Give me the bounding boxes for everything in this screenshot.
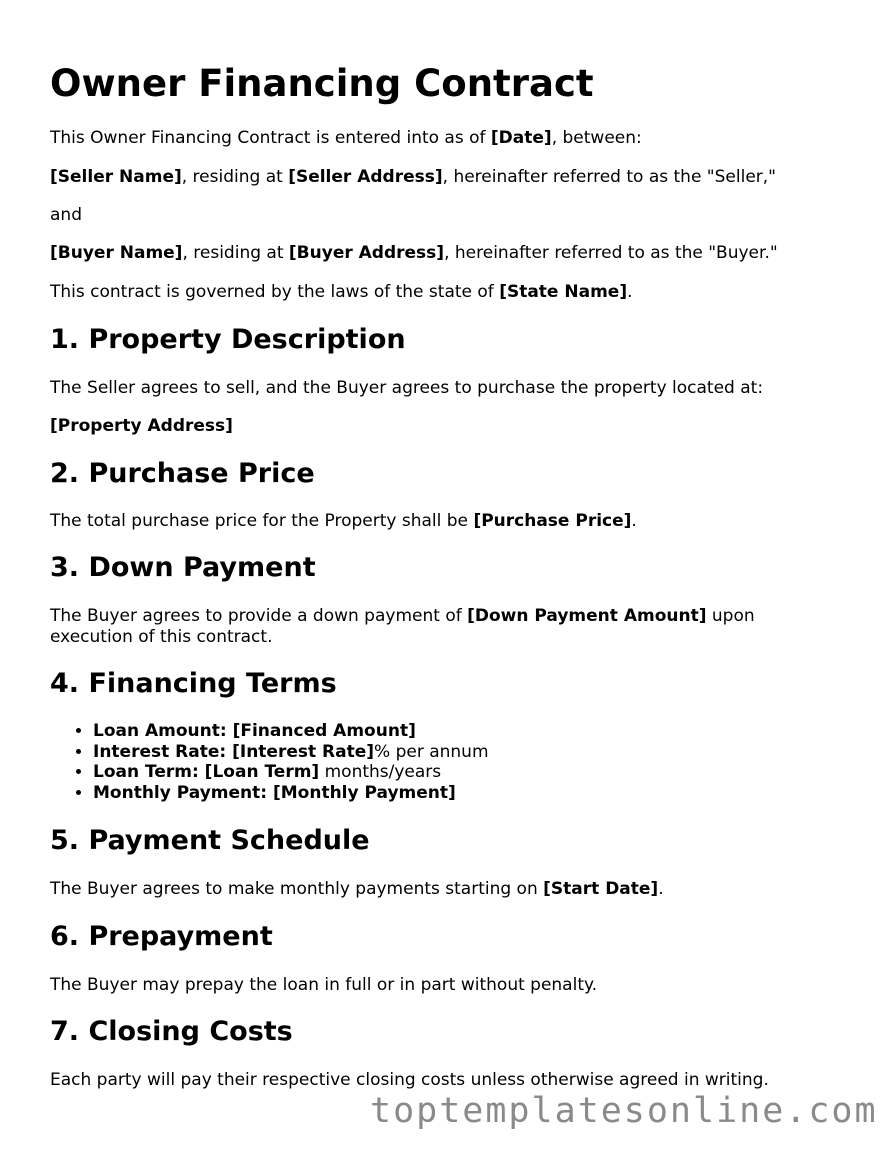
section-heading-purchase-price: 2. Purchase Price xyxy=(50,458,315,489)
site-watermark: toptemplatesonline.com xyxy=(370,1091,878,1131)
prepayment-text: The Buyer may prepay the loan in full or in part without penalty. xyxy=(50,975,598,995)
and-text: and xyxy=(50,205,82,225)
seller-name-placeholder: [Seller Name] xyxy=(50,167,182,187)
governing-law-paragraph: This contract is governed by the laws of the state of [State Name]. xyxy=(50,282,633,302)
financing-term-item: • Loan Term: [Loan Term] months/years xyxy=(93,762,489,783)
financing-term-item: • Monthly Payment: [Monthly Payment] xyxy=(93,783,489,804)
section-heading-closing-costs: 7. Closing Costs xyxy=(50,1016,293,1047)
section-heading-property-description: 1. Property Description xyxy=(50,324,406,355)
section-heading-financing-terms: 4. Financing Terms xyxy=(50,668,337,699)
buyer-name-placeholder: [Buyer Name] xyxy=(50,243,183,263)
closing-costs-text: Each party will pay their respective closing costs unless otherwise agreed in writing. xyxy=(50,1070,769,1090)
property-address-placeholder: [Property Address] xyxy=(50,416,233,436)
intro-paragraph: This Owner Financing Contract is entered into as of [Date], between: xyxy=(50,128,642,148)
buyer-address-placeholder: [Buyer Address] xyxy=(288,243,445,263)
section-heading-payment-schedule: 5. Payment Schedule xyxy=(50,825,370,856)
purchase-price-text: The total purchase price for the Property shall be [Purchase Price]. xyxy=(50,511,637,531)
property-description-text: The Seller agrees to sell, and the Buyer agrees to purchase the property located at: xyxy=(50,378,764,398)
financing-term-item: • Loan Amount: [Financed Amount] xyxy=(93,721,489,742)
date-placeholder: [Date] xyxy=(490,128,552,148)
section-heading-down-payment: 3. Down Payment xyxy=(50,552,316,583)
financing-term-item: • Interest Rate: [Interest Rate]% per annum xyxy=(93,742,489,763)
document-title: Owner Financing Contract xyxy=(50,62,594,105)
payment-schedule-text: The Buyer agrees to make monthly payments starting on [Start Date]. xyxy=(50,879,664,899)
purchase-price-placeholder: [Purchase Price] xyxy=(473,511,632,531)
seller-paragraph: [Seller Name], residing at [Seller Address], hereinafter referred to as the "Seller," xyxy=(50,167,776,187)
section-heading-prepayment: 6. Prepayment xyxy=(50,921,273,952)
buyer-paragraph: [Buyer Name], residing at [Buyer Address], hereinafter referred to as the "Buyer." xyxy=(50,243,778,263)
down-payment-text: The Buyer agrees to provide a down payment of [Down Payment Amount] upon execution of this contract. xyxy=(50,606,755,647)
seller-address-placeholder: [Seller Address] xyxy=(288,167,443,187)
start-date-placeholder: [Start Date] xyxy=(543,879,659,899)
financing-terms-list xyxy=(50,721,489,804)
state-name-placeholder: [State Name] xyxy=(499,282,628,302)
down-payment-placeholder: [Down Payment Amount] xyxy=(467,606,707,626)
